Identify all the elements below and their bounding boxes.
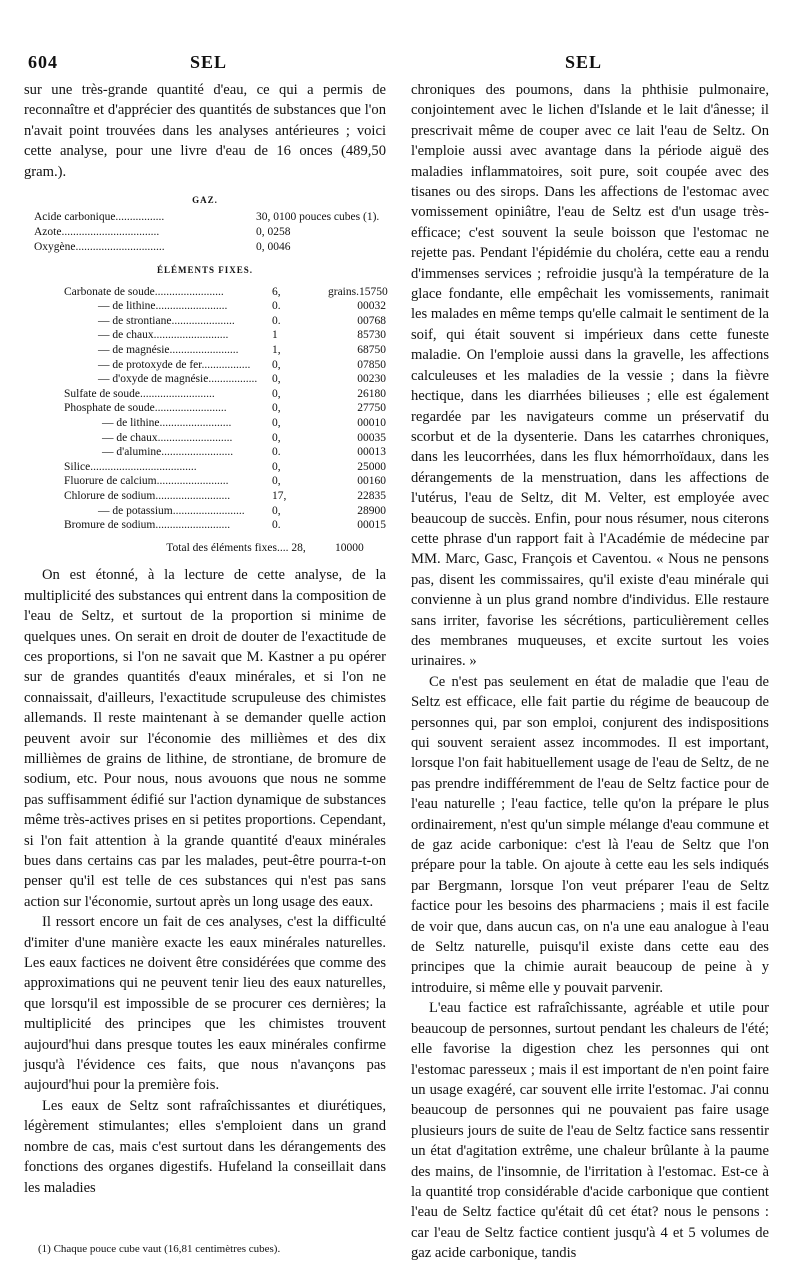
element-name: Fluorure de calcium......................... [64,475,229,488]
element-grains: 17, [272,489,287,502]
body-paragraph: Les eaux de Seltz sont rafraîchissantes et diurétiques, légèrement stimulantes; elles s'emploient dans un grand nombre de cas, mais c'est surtout dans les dérangements des fonctions des organes digestifs. Hufeland la conseillait dans les maladies [24,1097,386,1196]
element-name: — de lithine......................... [102,416,232,429]
element-name: Phosphate de soude......................... [64,402,227,415]
element-grains: 0. [272,314,281,327]
element-fraction: 00230 [357,373,386,386]
element-grains: 0, [272,475,281,488]
gas-row [34,210,386,225]
element-name: — d'oxyde de magnésie................. [98,373,258,386]
left-column [24,80,386,1198]
element-fraction: 07850 [357,358,386,371]
element-fraction: 00768 [357,314,386,327]
element-fraction: 00015 [357,519,386,532]
element-name: Bromure de sodium.......................... [64,519,231,532]
element-fraction: 68750 [357,344,386,356]
gas-value: 0, 0258 [256,226,291,239]
gas-name: Oxygène............................... [34,240,165,253]
gas-row [34,225,386,240]
element-row [64,285,386,300]
body-paragraph: chroniques des poumons, dans la phthisie pulmonaire, conjointement avec le lichen d'Islande et le lait d'ânesse; il prescrivait même de couper avec ce lait l'eau de Seltz. On l'emploie aussi avec avantage dans la période aiguë des maladies inflammatoires, soit pure, soit coupée avec des tisanes ou des sirops. Dans les affections de l'estomac avec vomissement opiniâtre, l'eau de Seltz est d'un usage très-efficace; c'est souvent la seule boisson que l'estomac ne rejette pas. Pendant l'épidémie du choléra, cette eau a rendu d'immenses services ; refroidie jusqu'à la température de la glace fondante, elle empêchait les vomissements, ranimait les malades en même temps qu'elle calmait le sentiment de la soif, qui était souvent si impérieux dans cette funeste maladie. On l'emploie aussi dans la gravelle, les affections calculeuses et les maladies de la vessie ; dans la fièvre hectique, dans les diarrhées bilieuses ; elle est également regardée par les navigateurs comme un préservatif du scorbut et de la dysenterie. Dans les catarrhes chroniques, dans les leucorrhées, dans les flux hémorrhoïdaux, dans les dérangements de la menstruation, dans les affections de l'utérus, l'eau de Seltz, dit M. Velter, est employée avec beaucoup de succès. Enfin, pour nous résumer, nous citerons cette phrase d'un rapport fait à l'Académie de médecine par MM. Marc, Gasc, François et Caventou. « Nous ne pensons pas, disent les commissaires, qu'il existe d'eau minérale qui convienne à un plus grand nombre d'individus. Elle restaure sans irriter, favorise les sécrétions, particulièrement celles des membranes muqueuses, et excite surtout les voies urinaires. » [411,82,769,670]
element-row [64,387,386,402]
element-row [64,474,386,489]
running-head-right: SEL [565,52,603,72]
element-name: — de potassium......................... [98,504,245,517]
element-grains: 6, [272,285,281,298]
element-row [64,445,386,460]
gas-row [34,240,386,255]
element-grains: 0, [272,402,281,415]
gas-name: Azote.................................. [34,226,160,239]
element-grains: 0, [272,431,281,444]
right-column [411,80,769,1264]
footnote: (1) Chaque pouce cube vaut (16,81 centimètres cubes). [38,1243,281,1255]
element-fraction: 27750 [357,402,386,415]
element-fraction: 00013 [357,446,386,459]
element-name: Silice..................................... [64,460,197,473]
element-row [64,416,386,431]
element-name: — de strontiane...................... [98,314,235,327]
element-fraction: 00035 [357,431,386,444]
element-grains: 1, [272,344,281,356]
element-name: — d'alumine......................... [102,446,234,459]
gas-value: 30, 0100 pouces cubes (1). [256,211,380,224]
element-row [64,314,386,329]
gas-value: 0, 0046 [256,240,291,253]
element-row [64,328,386,343]
element-fraction: 00010 [357,416,386,429]
intro-paragraph: sur une très-grande quantité d'eau, ce qui a permis de reconnaître et d'apprécier des quantités de substances que l'on n'avait point trouvées dans les analyses antérieures ; voici cette analyse, pour une livre d'eau de 16 onces (489,50 gram.). [24,82,386,180]
total-value: 10000 [334,541,364,554]
gas-heading: GAZ. [192,195,218,206]
element-grains: 0. [272,519,281,532]
element-row [64,299,386,314]
element-name: — de lithine......................... [98,300,228,313]
element-name: — de protoxyde de fer................. [98,358,251,371]
element-fraction: 26180 [357,387,386,400]
fixed-elements-heading: ÉLÉMENTS FIXES. [156,265,254,276]
element-fraction: grains.15750 [328,285,388,298]
element-row [64,343,386,358]
body-paragraph: L'eau factice est rafraîchissante, agréable et utile pour beaucoup de personnes, surtout pendant les chaleurs de l'été; elle favorise la digestion chez les personnes qui ont l'estomac paresseux ; mais il est important de n'en point faire un usage exagéré, car souvent elle irrite l'estomac. J'ai connu beaucoup de personnes qui ne pouvaient pas faire usage plusieurs jours de suite de l'eau de Seltz factice sans ressentir un état d'agitation extrême, une chaleur brûlante à la paume des mains, de l'insomnie, de l'irritation à l'estomac. Est-ce à la quantité trop considérable d'acide carbonique que contient l'eau de Seltz factice qu'était dû cet état? nous le pensons : car l'eau de Seltz factice contient jusqu'à 4 et 5 volumes de gaz acide carbonique, tandis [411,1000,769,1262]
element-fraction: 22835 [357,489,386,502]
element-grains: 0, [272,504,281,517]
element-name: — de magnésie........................ [98,344,239,356]
element-name: — de chaux.......................... [98,329,229,342]
element-row [64,401,386,416]
element-grains: 0, [272,358,281,371]
element-row [64,518,386,533]
element-name: Sulfate de soude.......................... [64,387,215,400]
element-row [64,358,386,373]
page-number: 604 [28,52,58,72]
element-row [64,372,386,387]
element-name: — de chaux.......................... [102,431,233,444]
element-grains: 0, [272,460,281,473]
gas-table [34,210,386,254]
element-row [64,460,386,475]
element-name: Chlorure de sodium.......................... [64,489,231,502]
element-row [64,504,386,519]
element-name: Carbonate de soude........................ [64,285,224,298]
element-grains: 0, [272,416,281,429]
element-grains: 0, [272,387,281,400]
element-grains: 1 [272,329,278,342]
total-row [64,541,386,556]
total-label: Total des éléments fixes.... 28, [166,541,306,554]
element-fraction: 00160 [357,475,386,488]
running-head-left: SEL [190,52,228,72]
element-grains: 0. [272,446,281,459]
element-fraction: 28900 [357,504,386,517]
body-paragraph: On est étonné, à la lecture de cette analyse, de la multiplicité des substances qui entrent dans la composition de l'eau de Seltz, et surtout de la proportion si minime de quelques unes. On serait en droit de douter de l'exactitude de ces proportions, si l'on ne savait que M. Kastner a pu opérer sur de grandes quantités d'eaux minérales, et si l'on ne connaissait, d'ailleurs, l'exactitude scrupuleuse des chimistes allemands. Il reste maintenant à se demander quelle action peuvent avoir sur l'économie des millièmes et des dix millièmes de grains de lithine, de strontiane, de bromure de sodium, etc. Pour nous, nous avouons que nous ne somme pas suffisamment édifié sur l'action dynamique de substances même très-actives prises en si petites proportions. Cependant, si l'on fait attention à la grande quantité d'eaux minérales bues dans certains cas par les malades, peut-être pourra-t-on penser qu'il est telle de ces substances qui n'est pas sans action sur l'économie, surtout après un long usage des eaux. [24,567,386,910]
body-paragraph: Ce n'est pas seulement en état de maladie que l'eau de Seltz est efficace, elle fait partie du régime de beaucoup de personnes qui, par son emploi, conjurent des indispositions qui souvent seraient assez incommodes. Il est important, lorsque l'on fait habituellement usage de l'eau de Seltz, de ne pas prendre indifféremment de l'eau de Seltz factice pour de l'eau naturelle ; l'eau factice, telle qu'on la prépare le plus ordinairement, n'est qu'un simple mélange d'eau commune et de gaz acide carbonique: c'est là l'eau de Seltz que l'on prépare pour la table. On ajoute à cette eau les sels indiqués par Bergmann, lorsque l'on veut préparer l'eau de Seltz factice pour les besoins des pharmaciens ; mais il est facile de voir que, dans aucun cas, on n'a une eau analogue à l'eau de Seltz naturelle, puisqu'il existe dans cette eau des principes que la chimie aurait beaucoup de peine à y introduire, si même elle y pouvait parvenir. [411,673,769,996]
element-fraction: 25000 [357,460,386,473]
element-fraction: 00032 [357,300,386,313]
body-paragraph: Il ressort encore un fait de ces analyses, c'est la difficulté d'imiter d'une manière exacte les eaux minérales naturelles. Les eaux factices ne doivent être considérées que comme des approximations qui ne peuvent tenir lieu des eaux naturelles, que lorsqu'il est impossible de se procurer ces dernières; la multiplicité des principes que les chimistes trouvent aujourd'hui dans presque toutes les eaux minérales confirme jusqu'à l'évidence ces faits, que nous n'avançons pas aujourd'hui pour la première fois. [24,914,386,1094]
element-row [64,431,386,446]
gas-name: Acide carbonique................. [34,211,165,224]
element-grains: 0, [272,373,281,386]
element-grains: 0. [272,300,281,313]
element-fraction: 85730 [357,329,386,342]
fixed-elements-table [64,285,386,556]
element-row [64,489,386,504]
